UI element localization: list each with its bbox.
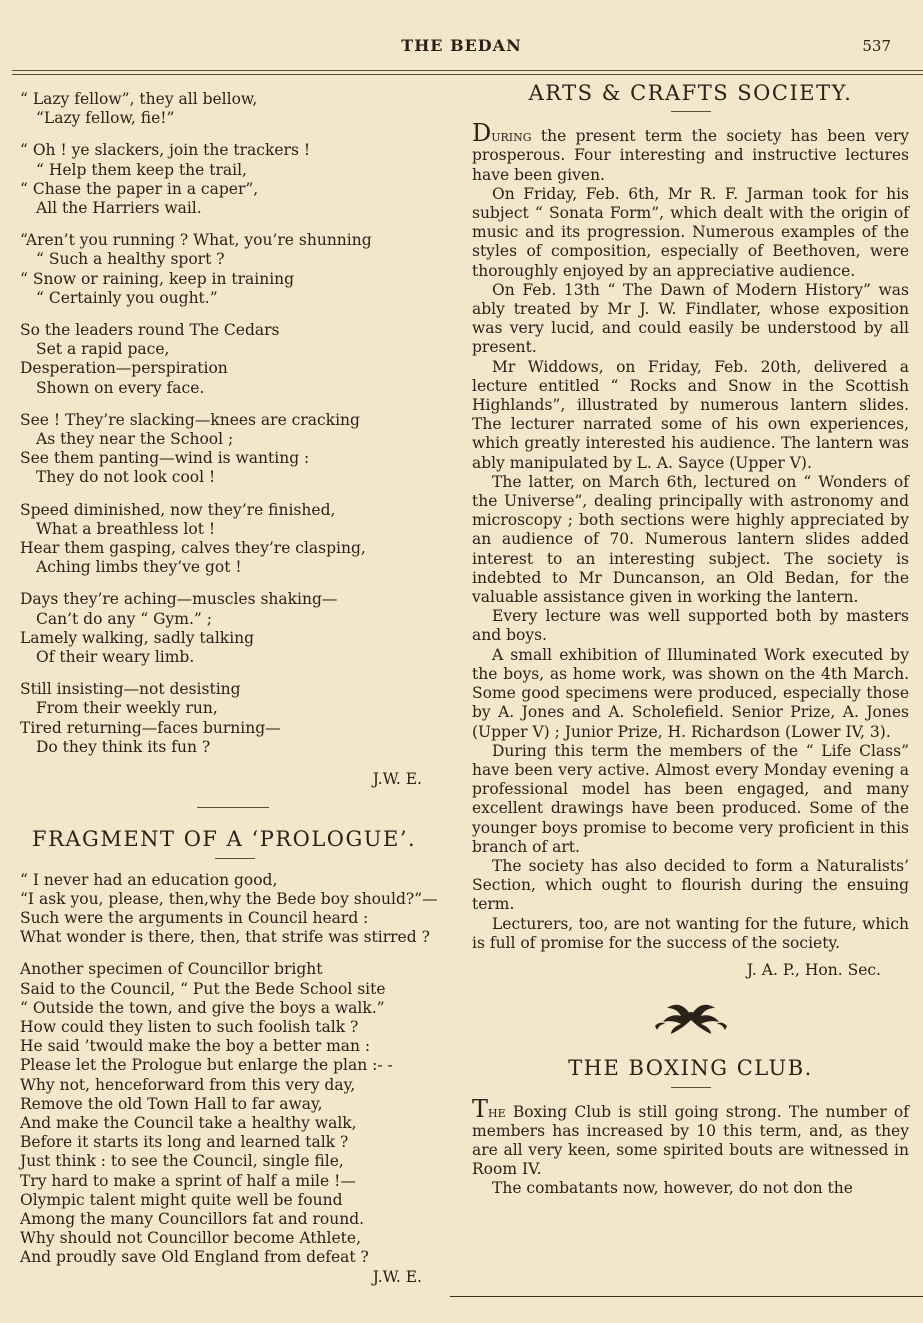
arts-paragraph: Lecturers, too, are not wanting for the future, which is full of promise for the success of the society. bbox=[472, 914, 909, 952]
poem-stanza bbox=[20, 590, 450, 667]
poem-line: From their weekly run, bbox=[36, 699, 218, 718]
arts-paragraph: Mr Widdows, on Friday, Feb. 20th, delivered a lecture entitled “ Rocks and Snow in the Scottish Highlands”, illustrated by numerous lantern slides. The lecturer narrated some of his own experiences, which greatly interested his audience. The lantern was ably manipulated by L. A. Sayce (Upper V). bbox=[472, 357, 909, 472]
verse-line: Said to the Council, “ Put the Bede School site bbox=[20, 979, 386, 998]
left-column bbox=[20, 90, 450, 1287]
poem-line: They do not look cool ! bbox=[36, 468, 216, 487]
poem-line: What a breathless lot ! bbox=[36, 519, 216, 538]
verse-line: And proudly save Old England from defeat ? bbox=[20, 1248, 369, 1267]
boxing-title: THE BOXING CLUB. bbox=[568, 1056, 813, 1081]
verse-line: He said ’twould make the boy a better man : bbox=[20, 1037, 371, 1056]
poem-signature: J.W. E. bbox=[372, 770, 422, 789]
poem-line: “ Such a healthy sport ? bbox=[36, 250, 225, 269]
poem-line: Set a rapid pace, bbox=[36, 340, 170, 359]
verse-line: Remove the old Town Hall to far away, bbox=[20, 1094, 323, 1113]
dropcap: D bbox=[472, 119, 492, 148]
poem-line: “ Oh ! ye slackers, join the trackers ! bbox=[20, 141, 311, 160]
verse-line: Another specimen of Councillor bright bbox=[20, 960, 323, 979]
fragment-signature: J.W. E. bbox=[372, 1267, 422, 1286]
header-rule bbox=[12, 70, 923, 71]
poem-line: Aching limbs they’ve got ! bbox=[36, 558, 242, 577]
poem-line: “ Lazy fellow”, they all bellow, bbox=[20, 90, 258, 108]
header-rule-lower bbox=[12, 74, 923, 75]
arts-paragraph: On Friday, Feb. 6th, Mr R. F. Jarman took for his subject “ Sonata Form”, which dealt with the origin of music and its progression. Numerous examples of the styles of composition, especially of Beethoven, were thoroughly enjoyed by an appreciative audience. bbox=[472, 184, 909, 280]
poem-line: Of their weary limb. bbox=[36, 648, 195, 667]
arts-paragraph: Every lecture was well supported both by masters and boys. bbox=[472, 607, 909, 645]
poem-line: “ Snow or raining, keep in training bbox=[20, 269, 295, 288]
poem-line: Still insisting—not desisting bbox=[20, 680, 241, 699]
harriers-poem bbox=[20, 90, 450, 757]
verse-line: What wonder is there, then, that strife was stirred ? bbox=[20, 928, 430, 947]
verse-line: “ I never had an education good, bbox=[20, 870, 278, 889]
verse-line: Before it starts its long and learned talk ? bbox=[20, 1133, 349, 1152]
verse-line: Olympic talent might quite well be found bbox=[20, 1190, 343, 1209]
prologue-fragment bbox=[20, 871, 450, 1268]
verse-line: Such were the arguments in Council heard : bbox=[20, 908, 369, 927]
verse-line: How could they listen to such foolish talk ? bbox=[20, 1017, 359, 1036]
bottom-rule bbox=[450, 1296, 923, 1297]
poem-line: Hear them gasping, calves they’re clasping, bbox=[20, 539, 366, 558]
poem-line: Days they’re aching—muscles shaking— bbox=[20, 590, 338, 609]
ornament-icon bbox=[472, 996, 909, 1041]
page-header bbox=[0, 36, 923, 60]
dropcap: T bbox=[472, 1094, 489, 1123]
poem-stanza bbox=[20, 321, 450, 398]
right-column bbox=[472, 81, 909, 1199]
poem-line: “ Help them keep the trail, bbox=[36, 160, 247, 179]
verse-line: Try hard to make a sprint of half a mile !— bbox=[20, 1171, 356, 1190]
arts-paragraph: During this term the members of the “ Life Class” have been very active. Almost every Monday evening a professional model has been engaged, and many excellent drawings have been produced. Some of the younger boys promise to become very proficient in this branch of art. bbox=[472, 741, 909, 856]
title-underline bbox=[215, 858, 255, 859]
poem-line: See ! They’re slacking—knees are cracking bbox=[20, 410, 360, 429]
verse-line: Just think : to see the Council, single file, bbox=[20, 1152, 344, 1171]
arts-signature: J. A. P., Hon. Sec. bbox=[746, 960, 881, 979]
arts-title: ARTS & CRAFTS SOCIETY. bbox=[528, 81, 853, 105]
arts-paragraph: The latter, on March 6th, lectured on “ Wonders of the Universe”, dealing principally with astronomy and microscopy ; both sections were highly appreciated by an audience of 70. Numerous lantern slides added interest to an interesting subject. The society is indebted to Mr Duncanson, an Old Bedan, for the valuable assistance given in working the lantern. bbox=[472, 472, 909, 607]
poem-line: Speed diminished, now they’re finished, bbox=[20, 500, 336, 519]
poem-line: Tired returning—faces burning— bbox=[20, 718, 281, 737]
verse-line: Among the many Councillors fat and round. bbox=[20, 1209, 365, 1228]
poem-line: All the Harriers wail. bbox=[36, 199, 202, 218]
poem-line: “ Certainly you ought.” bbox=[36, 288, 218, 307]
poem-line: Desperation—perspiration bbox=[20, 359, 228, 378]
journal-title: THE BEDAN bbox=[401, 36, 522, 55]
arts-paragraph: A small exhibition of Illuminated Work executed by the boys, as home work, was shown on the 4th March. Some good specimens were produced, especially those by A. Jones and A. Scholefield. Senior Prize, A. Jones (Upper V) ; Junior Prize, H. Richardson (Lower IV, 3). bbox=[472, 645, 909, 741]
poem-line: Do they think its fun ? bbox=[36, 737, 211, 756]
boxing-paragraph: The combatants now, however, do not don the bbox=[492, 1179, 853, 1198]
section-divider bbox=[197, 807, 269, 808]
verse-line: Please let the Prologue but enlarge the plan :- - bbox=[20, 1056, 393, 1075]
verse-line: Why not, henceforward from this very day, bbox=[20, 1075, 356, 1094]
poem-line: Can’t do any “ Gym.” ; bbox=[36, 609, 212, 628]
fragment-title: FRAGMENT OF A ‘PROLOGUE’. bbox=[32, 827, 417, 852]
poem-stanza bbox=[20, 141, 450, 218]
poem-stanza bbox=[20, 680, 450, 757]
poem-line: Lamely walking, sadly talking bbox=[20, 628, 255, 647]
poem-line: “ Chase the paper in a caper”, bbox=[20, 179, 259, 198]
arts-paragraph: During the present term the society has been very prosperous. Four interesting and instructive lectures have been given. bbox=[472, 119, 909, 184]
poem-stanza bbox=[20, 501, 450, 578]
title-underline bbox=[671, 1087, 711, 1088]
poem-stanza bbox=[20, 90, 450, 128]
poem-line: See them panting—wind is wanting : bbox=[20, 449, 310, 468]
poem-stanza bbox=[20, 411, 450, 488]
poem-line: “Lazy fellow, fie!” bbox=[36, 109, 175, 128]
verse-line: “I ask you, please, then,why the Bede boy should?”— bbox=[20, 889, 438, 908]
verse-line: And make the Council take a healthy walk, bbox=[20, 1113, 357, 1132]
arts-paragraph: On Feb. 13th “ The Dawn of Modern History” was ably treated by Mr J. W. Findlater, whose exposition was very lucid, and could easily be understood by all present. bbox=[472, 280, 909, 357]
boxing-paragraph: The Boxing Club is still going strong. The number of members has increased by 10 this term, and, as they are all very keen, some spirited bouts are witnessed in Room IV. bbox=[472, 1094, 909, 1179]
poem-line: Shown on every face. bbox=[36, 378, 205, 397]
verse-line: Why should not Councillor become Athlete, bbox=[20, 1229, 361, 1248]
poem-line: “Aren’t you running ? What, you’re shunning bbox=[20, 231, 372, 250]
poem-stanza bbox=[20, 231, 450, 308]
title-underline bbox=[671, 111, 711, 112]
page-number: 537 bbox=[862, 37, 891, 55]
poem-line: So the leaders round The Cedars bbox=[20, 321, 280, 340]
verse-line: “ Outside the town, and give the boys a walk.” bbox=[20, 998, 385, 1017]
arts-paragraph: The society has also decided to form a Naturalists’ Section, which ought to flourish during the ensuing term. bbox=[472, 856, 909, 914]
poem-line: As they near the School ; bbox=[36, 430, 234, 449]
